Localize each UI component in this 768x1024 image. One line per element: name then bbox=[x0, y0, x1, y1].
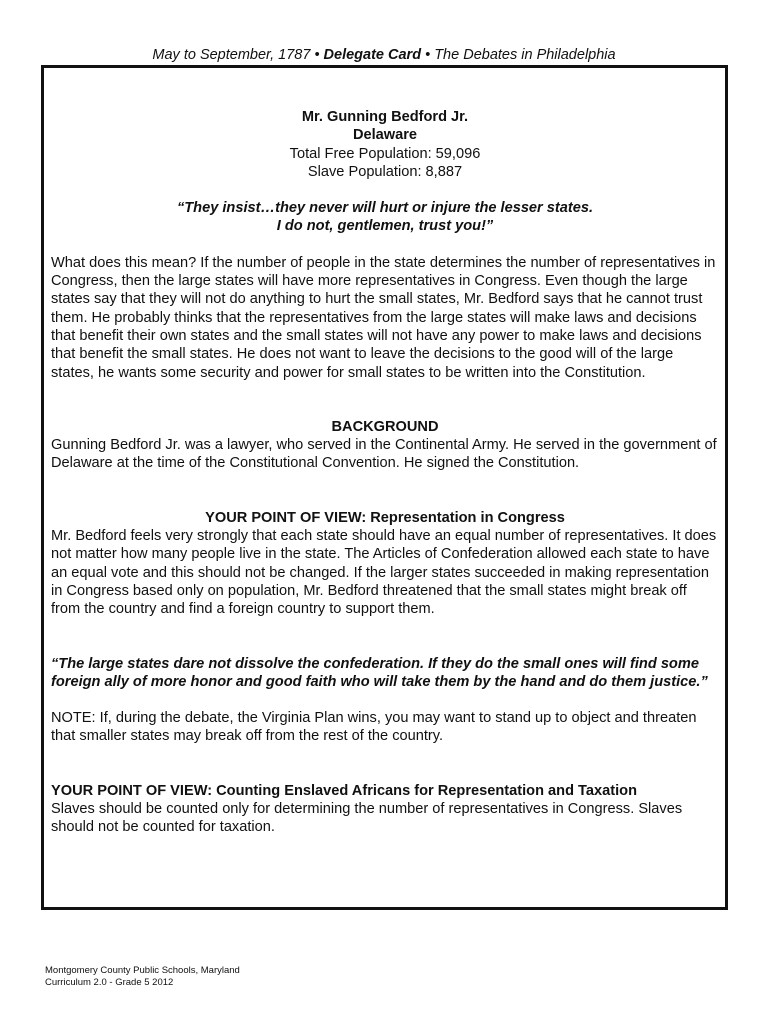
header-card-title: Delegate Card bbox=[323, 47, 422, 63]
free-population: Total Free Population: 59,096 bbox=[289, 145, 481, 162]
background-heading: BACKGROUND bbox=[331, 418, 439, 435]
quote-1-line-2: I do not, gentlemen, trust you!” bbox=[276, 218, 494, 235]
quote-1-line-1: “They insist…they never will hurt or injure the lesser states. bbox=[176, 200, 594, 217]
delegate-name: Mr. Gunning Bedford Jr. bbox=[301, 109, 469, 125]
meaning-paragraph: What does this mean? If the number of people in the state determines the number of representatives in Congress, then the large states will have more representatives in Congress. Even though the large states say that they will not do anything to hurt the small states, Mr. Bedford says that he cannot trust them. He probably thinks that the representatives from the large states will make laws and decisions that benefit their own states and the small states will not have any power to make laws and decisions that benefit the small states. He does not want to leave the decisions to the good will of the large states, he wants some security and power for small states to be written into the Constitution. bbox=[51, 254, 716, 381]
footer-line-1: Montgomery County Public Schools, Maryland bbox=[45, 965, 240, 976]
header-separator: • bbox=[425, 47, 431, 63]
quote-2: “The large states dare not dissolve the confederation. If they do the small ones will find some foreign ally of more honor and good faith who will take them by the hand and do them justice.” bbox=[51, 655, 708, 690]
card-content bbox=[51, 68, 719, 837]
delegate-state: Delaware bbox=[352, 127, 418, 144]
pov-counting-text: Slaves should be counted only for determining the number of representatives in Congress. Slaves should not be counted for taxation. bbox=[51, 801, 683, 836]
footer-line-2: Curriculum 2.0 - Grade 5 2012 bbox=[45, 977, 174, 988]
page-footer bbox=[45, 965, 240, 989]
pov-representation-heading: YOUR POINT OF VIEW: Representation in Congress bbox=[205, 509, 565, 526]
pov-counting-heading: YOUR POINT OF VIEW: Counting Enslaved Africans for Representation and Taxation bbox=[51, 782, 637, 799]
background-text: Gunning Bedford Jr. was a lawyer, who served in the Continental Army. He served in the government of Delaware at the time of the Constitutional Convention. He signed the Constitution. bbox=[51, 437, 717, 472]
pov-representation-text: Mr. Bedford feels very strongly that each state should have an equal number of representatives. It does not matter how many people live in the state. The Articles of Confederation allowed each state to have an equal vote and this should not be changed. If the larger states succeeded in making representation in Congress based only on population, Mr. Bedford threatened that the small states might break off from the country and find a foreign country to support them. bbox=[51, 528, 717, 618]
header-date: May to September, 1787 bbox=[152, 47, 311, 63]
header-separator: • bbox=[314, 47, 320, 63]
note-paragraph: NOTE: If, during the debate, the Virginia Plan wins, you may want to stand up to object and threaten that smaller states may break off from the rest of the country. bbox=[51, 710, 697, 745]
delegate-card bbox=[41, 65, 728, 910]
slave-population: Slave Population: 8,887 bbox=[307, 163, 463, 180]
header-subtitle: The Debates in Philadelphia bbox=[434, 47, 616, 63]
page-header bbox=[0, 46, 768, 64]
